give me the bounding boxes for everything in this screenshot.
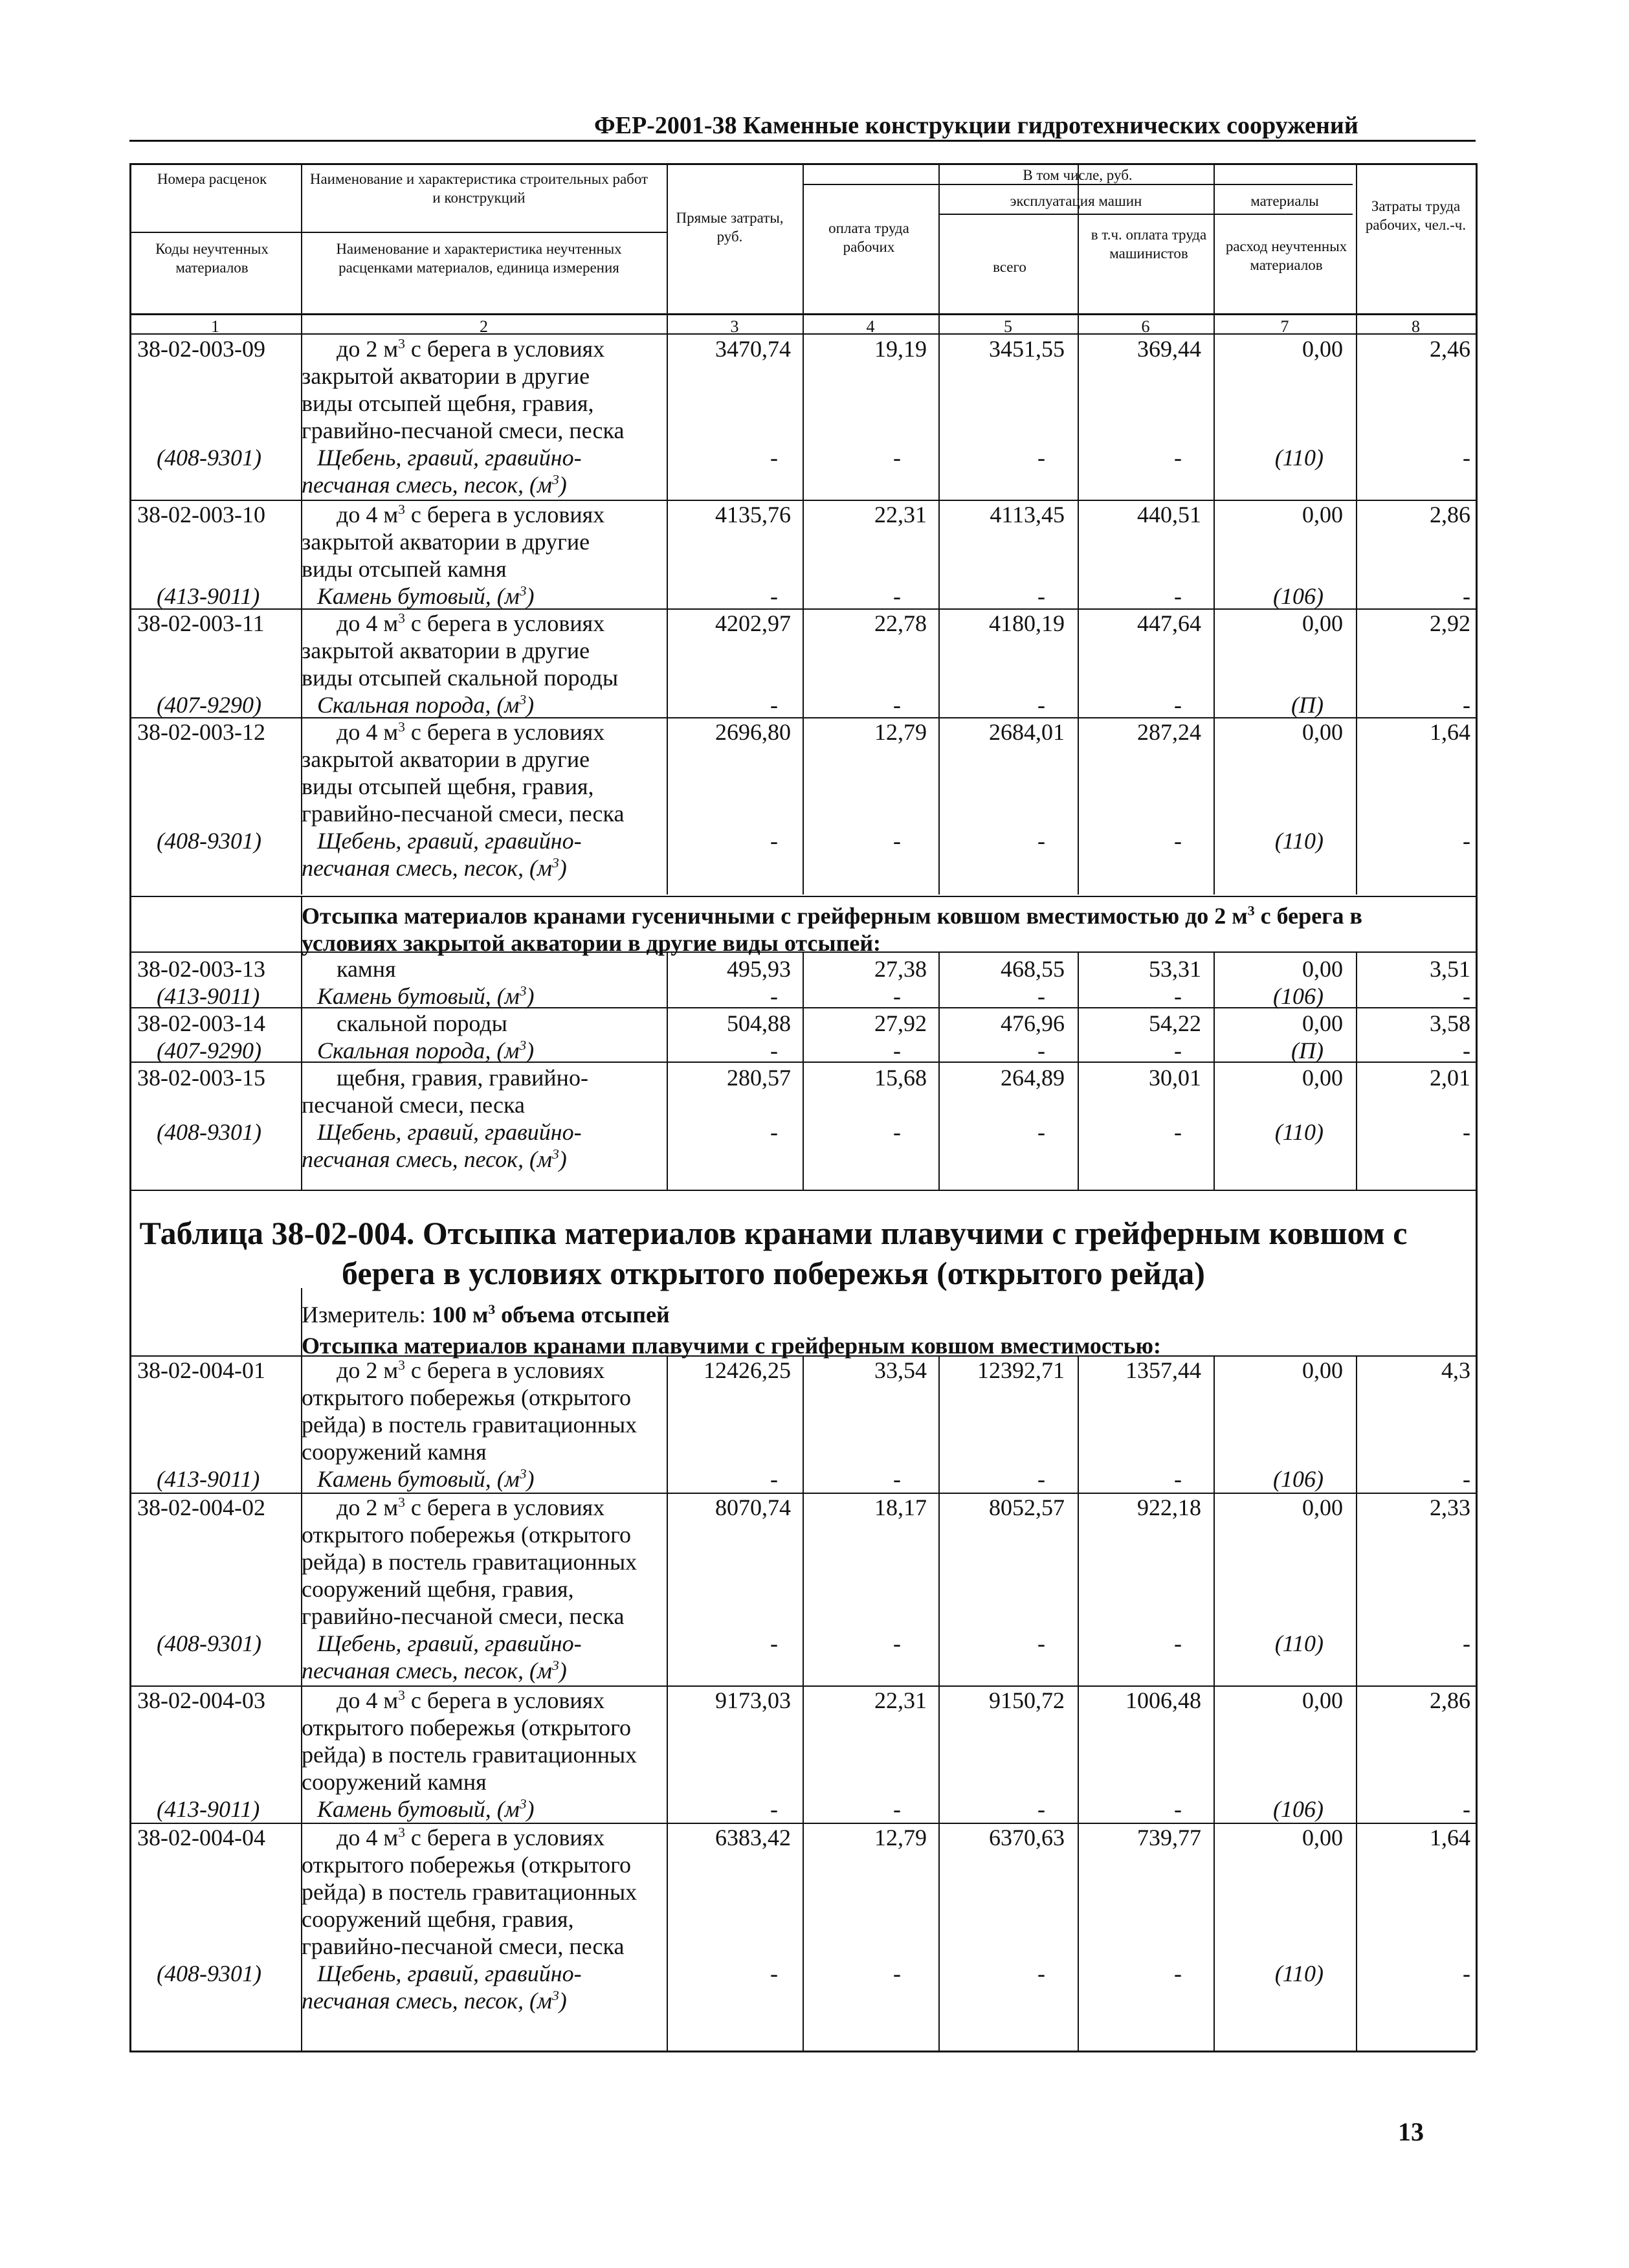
material-dash: - [770,1630,778,1656]
direct-cost: 6383,42 [715,1825,791,1851]
material-description-line: песчаная смесь, песок, $(м^3)$ [302,1146,567,1172]
labor-hours: 1,64 [1430,719,1470,745]
grid-line [1213,1355,1215,2051]
grid-line [667,1355,668,2051]
material-usage-code: (106) [1273,1466,1324,1492]
operator-pay: 1357,44 [1125,1357,1201,1383]
rate-code: 38-02-003-11 [137,610,265,636]
material-code: (413-9011) [157,983,260,1009]
materials-usage: 0,00 [1302,1065,1343,1091]
section-heading-2: Отсыпка материалов кранами плавучими с грейферным ковшом вместимостью: [302,1333,1162,1359]
material-usage-code: (П) [1291,1038,1324,1063]
material-dash: - [1174,1119,1182,1145]
work-description-line: открытого побережья (открытого [302,1715,632,1740]
rate-code: 38-02-003-12 [137,719,265,745]
grid-line [129,1823,1476,1824]
grid-line [129,608,1476,610]
col-number: 8 [1412,317,1420,336]
col-number: 1 [211,317,219,336]
material-code: (413-9011) [157,1796,260,1822]
work-description-line: камня [337,956,396,982]
materials-usage: 0,00 [1302,502,1343,528]
material-code: (413-9011) [157,583,260,609]
material-dash: - [1037,692,1045,718]
material-dash: - [770,1961,778,1986]
work-description-line: сооружений камня [302,1769,487,1795]
col5-label: всего [993,259,1026,275]
labor-hours: 1,64 [1430,1825,1470,1851]
material-usage-code: (П) [1291,692,1324,718]
work-description-line: гравийно-песчаной смеси, песка [302,417,625,443]
grid-line [1476,163,1478,1192]
material-dash: - [893,1961,901,1986]
material-dash: - [1037,1119,1045,1145]
material-dash: - [1037,1038,1045,1063]
work-description-line: до 4 $м^3$ с берега в условиях [337,610,605,636]
grid-line [301,1288,302,2051]
labor-hours: 2,86 [1430,502,1470,528]
grid-line [938,1355,940,2051]
rate-code: 38-02-004-03 [137,1687,265,1713]
material-dash: - [1463,692,1470,718]
direct-cost: 2696,80 [715,719,791,745]
operator-pay: 440,51 [1137,502,1201,528]
materials-usage: 0,00 [1302,1010,1343,1036]
material-description-line: Щебень, гравий, гравийно- [317,445,582,471]
grid-line [803,951,804,1191]
machine-total: 4113,45 [990,502,1065,528]
materials-usage: 0,00 [1302,1687,1343,1713]
material-dash: - [770,583,778,609]
material-dash: - [1174,983,1182,1009]
material-dash: - [1463,1466,1470,1492]
work-description-line: сооружений щебня, гравия, [302,1576,574,1602]
material-dash: - [1463,583,1470,609]
labor-hours: 2,92 [1430,610,1470,636]
direct-cost: 280,57 [727,1065,791,1091]
material-dash: - [1463,1119,1470,1145]
section-heading-line1: Отсыпка материалов кранами гусеничными с грейферным ковшом вместимостью до 2 $м^3$ с берега в [302,903,1362,929]
material-usage-code: (106) [1273,583,1324,609]
labor-hours: 4,3 [1441,1357,1470,1383]
machine-total: 3451,55 [989,336,1065,362]
labor-hours: 3,58 [1430,1010,1470,1036]
group-label: В том числе, руб. [1023,167,1133,183]
col-number: 4 [866,317,875,336]
col7-label: расход неучтенных материалов [1225,238,1347,273]
col1-bottom-label: Коды неучтенных материалов [155,241,269,276]
material-code: (407-9290) [157,1038,261,1063]
material-dash: - [1037,983,1045,1009]
material-dash: - [1174,692,1182,718]
work-description-line: до 4 $м^3$ с берега в условиях [337,1825,605,1851]
work-description-line: закрытой акватории в другие [302,638,590,663]
material-dash: - [1174,828,1182,854]
rate-code: 38-02-003-13 [137,956,265,982]
grid-line [938,163,940,895]
col4-label: оплата труда рабочих [828,220,909,255]
col2-bottom-label: Наименование и характеристика неучтенных расценками материалов, единица измерения [336,241,622,276]
running-header: ФЕР-2001-38 Каменные конструкции гидротехнических сооружений [594,112,1358,139]
material-code: (407-9290) [157,692,261,718]
material-description-line: Скальная порода, $(м^3)$ [317,1038,535,1063]
work-description-line: до 4 $м^3$ с берега в условиях [337,502,605,528]
material-dash: - [1037,828,1045,854]
work-description-line: сооружений камня [302,1439,487,1465]
material-dash: - [1463,1630,1470,1656]
work-description-line: до 4 $м^3$ с берега в условиях [337,1687,605,1713]
material-dash: - [1174,1796,1182,1822]
grid-line [129,1007,1476,1008]
material-dash: - [893,1466,901,1492]
grid-line [129,1685,1476,1687]
material-code: (408-9301) [157,445,261,471]
direct-cost: 3470,74 [715,336,791,362]
work-description-line: до 2 $м^3$ с берега в условиях [337,1495,605,1520]
materials-usage: 0,00 [1302,1825,1343,1851]
operator-pay: 922,18 [1137,1495,1201,1520]
work-description-line: открытого побережья (открытого [302,1384,632,1410]
work-description-line: открытого побережья (открытого [302,1522,632,1548]
material-dash: - [770,1796,778,1822]
material-description-line: Камень бутовый, $(м^3)$ [317,1796,535,1822]
col6-label: в т.ч. оплата труда машинистов [1091,227,1207,261]
materials-usage: 0,00 [1302,336,1343,362]
rate-code: 38-02-003-15 [137,1065,265,1091]
grid-line [129,1062,1476,1063]
material-code: (408-9301) [157,1630,261,1656]
work-description-line: закрытой акватории в другие [302,746,590,772]
material-dash: - [1174,1630,1182,1656]
material-usage-code: (106) [1273,983,1324,1009]
grid-line [1356,951,1357,1191]
labor-pay: 33,54 [874,1357,927,1383]
labor-pay: 18,17 [874,1495,927,1520]
work-description-line: рейда) в постель гравитационных [302,1742,637,1768]
material-dash: - [1174,1466,1182,1492]
labor-hours: 2,86 [1430,1687,1470,1713]
material-dash: - [893,1119,901,1145]
labor-pay: 22,78 [874,610,927,636]
material-description-line: Камень бутовый, $(м^3)$ [317,583,535,609]
labor-pay: 22,31 [874,1687,927,1713]
material-dash: - [770,1038,778,1063]
material-description-line: песчаная смесь, песок, $(м^3)$ [302,855,567,881]
material-description-line: Камень бутовый, $(м^3)$ [317,983,535,1009]
table-title-line2: берега в условиях открытого побережья (открытого рейда) [342,1255,1205,1291]
work-description-line: сооружений щебня, гравия, [302,1906,574,1932]
material-dash: - [1174,445,1182,471]
operator-pay: 1006,48 [1125,1687,1201,1713]
labor-hours: 2,33 [1430,1495,1470,1520]
work-description-line: открытого побережья (открытого [302,1852,632,1878]
grid-line [129,2051,1476,2052]
labor-hours: 2,01 [1430,1065,1470,1091]
grid-line [1213,163,1215,895]
col-number: 5 [1004,317,1012,336]
work-description-line: гравийно-песчаной смеси, песка [302,801,625,827]
direct-cost: 504,88 [727,1010,791,1036]
work-description-line: виды отсыпей скальной породы [302,665,619,691]
grid-line [129,1190,131,2051]
col3-label: Прямые затраты, руб. [676,210,784,245]
direct-cost: 9173,03 [715,1687,791,1713]
material-dash: - [1037,1466,1045,1492]
work-description-line: скальной породы [337,1010,507,1036]
labor-pay: 12,79 [874,1825,927,1851]
machine-total: 6370,63 [989,1825,1065,1851]
material-dash: - [893,583,901,609]
measure-unit: Измеритель: 100 $м^3$ объема отсыпей [302,1302,670,1328]
grid-line [301,163,302,895]
material-dash: - [1463,828,1470,854]
grid-line [129,232,301,233]
grid-line [1078,1355,1079,2051]
material-dash: - [1463,1961,1470,1986]
material-dash: - [1174,1038,1182,1063]
rate-code: 38-02-003-09 [137,336,265,362]
material-description-line: Камень бутовый, $(м^3)$ [317,1466,535,1492]
grid-line [1078,951,1079,1191]
direct-cost: 4202,97 [715,610,791,636]
operator-pay: 53,31 [1149,956,1201,982]
col1-top-label: Номера расценок [157,171,267,187]
col-number: 2 [480,317,488,336]
work-description-line: гравийно-песчаной смеси, песка [302,1933,625,1959]
material-dash: - [770,983,778,1009]
material-dash: - [1174,1961,1182,1986]
material-dash: - [1463,1038,1470,1063]
direct-cost: 12426,25 [704,1357,791,1383]
machine-total: 9150,72 [989,1687,1065,1713]
machine-total: 476,96 [1001,1010,1065,1036]
grid-line [301,232,667,233]
material-code: (408-9301) [157,1119,261,1145]
material-dash: - [1463,445,1470,471]
materials-usage: 0,00 [1302,610,1343,636]
grid-line [667,951,668,1191]
work-description-line: рейда) в постель гравитационных [302,1412,637,1438]
work-description-line: закрытой акватории в другие [302,363,590,389]
material-dash: - [893,1038,901,1063]
material-usage-code: (110) [1274,445,1324,471]
grid-line [938,214,1353,215]
material-dash: - [893,1796,901,1822]
labor-hours: 3,51 [1430,956,1470,982]
rate-code: 38-02-003-10 [137,502,265,528]
material-dash: - [1463,983,1470,1009]
material-dash: - [1463,1796,1470,1822]
grid-line [803,163,804,895]
machine-total: 468,55 [1001,956,1065,982]
material-usage-code: (110) [1274,1119,1324,1145]
material-description-line: песчаная смесь, песок, $(м^3)$ [302,1658,567,1684]
operator-pay: 369,44 [1137,336,1201,362]
materials-usage: 0,00 [1302,956,1343,982]
rate-code: 38-02-004-04 [137,1825,265,1851]
section-heading-line2: условиях закрытой акватории в другие виды отсыпей: [302,930,881,956]
material-dash: - [770,1119,778,1145]
material-dash: - [893,828,901,854]
material-description-line: песчаная смесь, песок, $(м^3)$ [302,1988,567,2014]
material-description-line: Щебень, гравий, гравийно- [317,828,582,854]
material-dash: - [893,445,901,471]
page-number: 13 [1398,2117,1424,2146]
material-dash: - [1037,1796,1045,1822]
material-dash: - [1174,583,1182,609]
work-description-line: до 2 $м^3$ с берега в условиях [337,336,605,362]
operator-pay: 30,01 [1149,1065,1201,1091]
grid-line [667,163,668,895]
col-number: 6 [1141,317,1150,336]
col2-top-label: Наименование и характеристика строительных работ и конструкций [309,171,648,206]
material-dash: - [1037,1961,1045,1986]
operator-pay: 447,64 [1137,610,1201,636]
work-description-line: песчаной смеси, песка [302,1092,525,1118]
grid-line [1356,163,1357,895]
material-code: (413-9011) [157,1466,260,1492]
materials-label: материалы [1250,193,1319,209]
machine-total: 2684,01 [989,719,1065,745]
col-number: 3 [730,317,739,336]
labor-hours: 2,46 [1430,336,1470,362]
header-rule [129,140,1476,142]
material-description-line: Щебень, гравий, гравийно- [317,1630,582,1656]
material-dash: - [893,983,901,1009]
labor-pay: 19,19 [874,336,927,362]
machine-total: 12392,71 [977,1357,1065,1383]
material-usage-code: (110) [1274,828,1324,854]
material-description-line: Щебень, гравий, гравийно- [317,1961,582,1986]
materials-usage: 0,00 [1302,1357,1343,1383]
material-dash: - [770,692,778,718]
material-usage-code: (110) [1274,1630,1324,1656]
work-description-line: виды отсыпей щебня, гравия, [302,390,594,416]
material-dash: - [1037,1630,1045,1656]
grid-line [129,1493,1476,1494]
rate-code: 38-02-004-01 [137,1357,265,1383]
grid-line [301,951,302,1191]
rate-code: 38-02-003-14 [137,1010,265,1036]
grid-line [129,163,131,1192]
work-description-line: виды отсыпей камня [302,556,507,582]
operator-pay: 287,24 [1137,719,1201,745]
material-usage-code: (110) [1274,1961,1324,1986]
work-description-line: до 4 $м^3$ с берега в условиях [337,719,605,745]
material-dash: - [1037,445,1045,471]
col8-label: Затраты труда рабочих, чел.-ч. [1365,198,1467,233]
machine-total: 264,89 [1001,1065,1065,1091]
grid-line [1476,1190,1478,2051]
machine-total: 8052,57 [989,1495,1065,1520]
operator-pay: 739,77 [1137,1825,1201,1851]
direct-cost: 495,93 [727,956,791,982]
labor-pay: 27,92 [874,1010,927,1036]
grid-line [1213,951,1215,1191]
work-description-line: гравийно-песчаной смеси, песка [302,1603,625,1629]
work-description-line: щебня, гравия, гравийно- [337,1065,588,1091]
grid-line [129,1190,1476,1191]
material-code: (408-9301) [157,1961,261,1986]
material-dash: - [893,1630,901,1656]
rate-code: 38-02-004-02 [137,1495,265,1520]
labor-pay: 15,68 [874,1065,927,1091]
work-description-line: закрытой акватории в другие [302,529,590,555]
grid-line [938,951,940,1191]
material-description-line: Скальная порода, $(м^3)$ [317,692,535,718]
direct-cost: 4135,76 [715,502,791,528]
material-dash: - [770,1466,778,1492]
material-dash: - [1037,583,1045,609]
grid-line [803,1355,804,2051]
direct-cost: 8070,74 [715,1495,791,1520]
grid-line [1356,1355,1357,2051]
table-title-line1: Таблица 38-02-004. Отсыпка материалов кранами плавучими с грейферным ковшом с [139,1215,1408,1251]
material-dash: - [893,692,901,718]
materials-usage: 0,00 [1302,1495,1343,1520]
work-description-line: рейда) в постель гравитационных [302,1879,637,1905]
material-description-line: песчаная смесь, песок, $(м^3)$ [302,472,567,498]
material-usage-code: (106) [1273,1796,1324,1822]
grid-line [129,951,1476,953]
material-description-line: Щебень, гравий, гравийно- [317,1119,582,1145]
grid-line [129,500,1476,501]
work-description-line: виды отсыпей щебня, гравия, [302,773,594,799]
grid-line [129,896,1476,897]
work-description-line: до 2 $м^3$ с берега в условиях [337,1357,605,1383]
operator-pay: 54,22 [1149,1010,1201,1036]
grid-line [129,717,1476,718]
work-description-line: рейда) в постель гравитационных [302,1549,637,1575]
machines-label: эксплуатация машин [1010,193,1142,209]
material-dash: - [770,828,778,854]
machine-total: 4180,19 [989,610,1065,636]
col-number: 7 [1280,317,1289,336]
labor-pay: 12,79 [874,719,927,745]
material-dash: - [770,445,778,471]
grid-line [301,896,302,951]
material-code: (408-9301) [157,828,261,854]
labor-pay: 27,38 [874,956,927,982]
materials-usage: 0,00 [1302,719,1343,745]
grid-line [1078,163,1079,895]
labor-pay: 22,31 [874,502,927,528]
